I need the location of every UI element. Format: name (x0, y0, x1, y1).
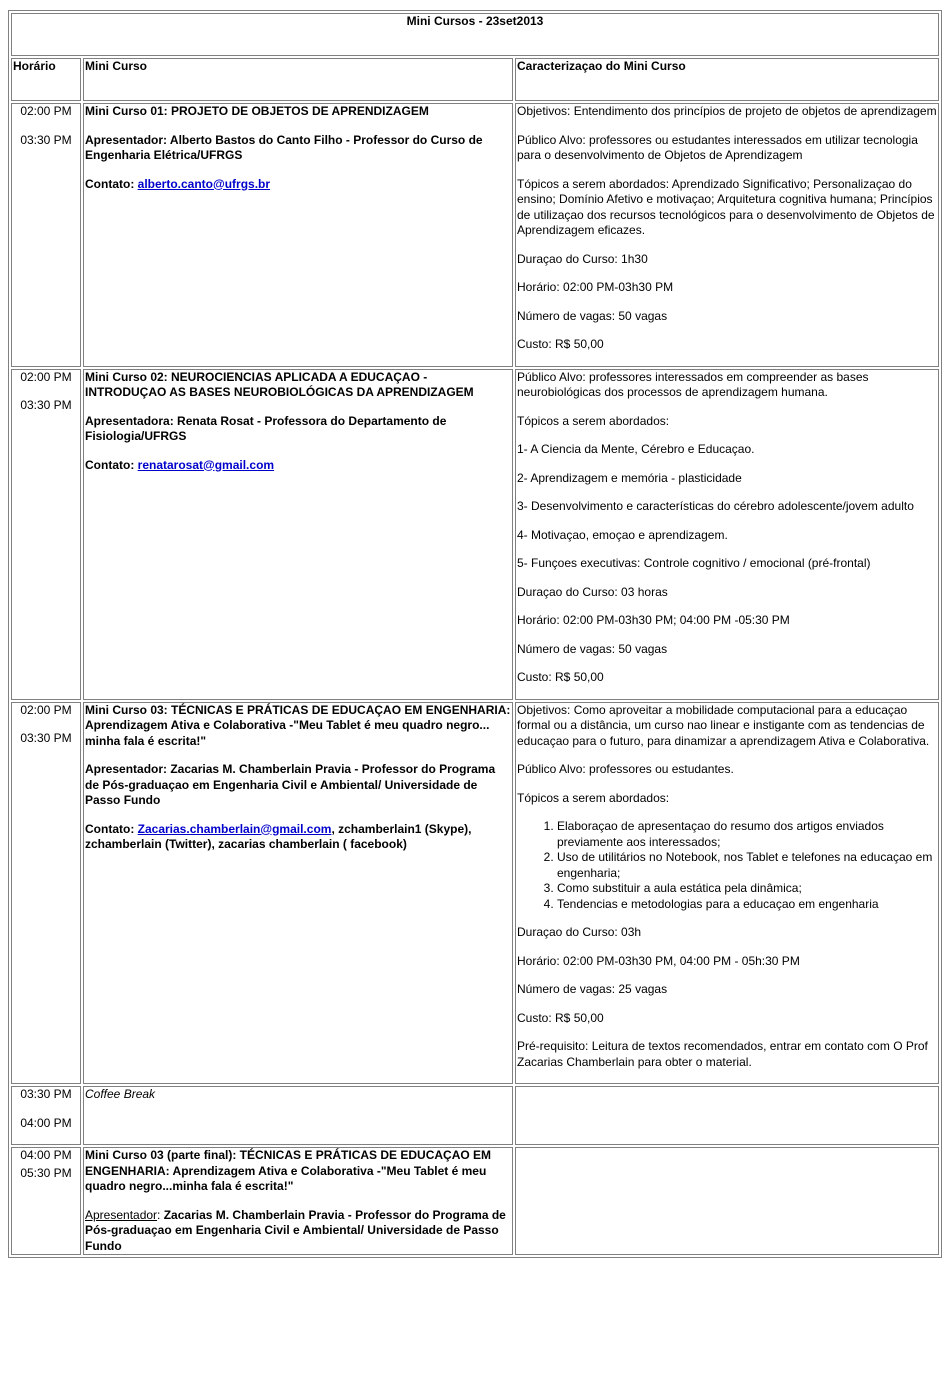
desc-seats: Número de vagas: 50 vagas (517, 308, 668, 323)
desc-cost: Custo: R$ 50,00 (517, 337, 604, 351)
course-presenter: Apresentador: Zacarias M. Chamberlain Pravia - Professor do Programa de Pós-graduaçao em Engenharia Civil e Ambiental/ Universidade de Passo Fundo (85, 762, 496, 807)
course-presenter: Zacarias M. Chamberlain Pravia - Professor do Programa de Pós-graduaçao em Engenharia Civil e Ambiental/ Universidade de Passo Fundo (85, 1207, 506, 1253)
time-start: 02:00 PM (20, 369, 72, 384)
contact-label: Contato: (85, 176, 138, 191)
course-cell (83, 702, 513, 1085)
time-start: 03:30 PM (20, 1087, 72, 1101)
title-row (11, 13, 939, 56)
description-cell (515, 369, 939, 700)
schedule-table (8, 10, 942, 1258)
course-cell (83, 369, 513, 700)
table-row (11, 1086, 939, 1145)
contact-email-link[interactable]: alberto.canto@ufrgs.br (137, 176, 271, 191)
header-description: Caracterizaçao do Mini Curso (515, 58, 939, 101)
time-end: 04:00 PM (20, 1115, 72, 1130)
desc-prerequisite: Pré-requisito: Leitura de textos recomendados, entrar em contato com O Prof Zacarias Chamberlain para obter o material. (517, 1039, 928, 1069)
desc-schedule: Horário: 02:00 PM-03h30 PM, 04:00 PM - 05h:30 PM (517, 953, 800, 968)
description-cell (515, 702, 939, 1085)
course-cell (83, 1086, 513, 1145)
time-start: 02:00 PM (20, 104, 72, 118)
desc-topic-item: 1- A Ciencia da Mente, Cérebro e Educaçao. (517, 442, 755, 456)
desc-topic-item: 3- Desenvolvimento e características do cérebro adolescente/jovem adulto (517, 499, 914, 513)
time-cell (11, 702, 81, 1085)
desc-cost: Custo: R$ 50,00 (517, 670, 604, 684)
desc-topics: Tópicos a serem abordados: Aprendizado Significativo; Personalizaçao do ensino; Domínio Afetivo e motivaçao; Arquitetura cognitiva humana; Princípios de utilizaçao dos recursos tecnológicos para o desenvolvimento de Objetos de Aprendizagem eficazes. (517, 176, 935, 237)
course-title: Mini Curso 03: TÉCNICAS E PRÁTICAS DE EDUCAÇAO EM ENGENHARIA: Aprendizagem Ativa e Colaborativa -"Meu Tablet é meu quadro negro... minha fala é escrita!" (85, 702, 511, 748)
time-start: 04:00 PM (20, 1148, 72, 1162)
desc-objectives: Objetivos: Como aproveitar a mobilidade computacional para a educaçao formal ou a distância, um curso nao linear e instigante com as tendencias de educaçao para o futuro, para dinamizar a aprendizagem Ativa e Colaborativa. (517, 702, 930, 748)
desc-duration: Duraçao do Curso: 03 horas (517, 584, 668, 599)
header-row (11, 58, 939, 101)
description-cell (515, 103, 939, 367)
desc-topic-item: 4- Motivaçao, emoçao e aprendizagem. (517, 527, 728, 542)
contact-label: Contato: (85, 821, 138, 836)
time-end: 03:30 PM (20, 398, 72, 412)
course-cell (83, 1147, 513, 1255)
course-title: Mini Curso 03 (parte final): TÉCNICAS E PRÁTICAS DE EDUCAÇAO EM ENGENHARIA: Aprendizagem Ativa e Colaborativa -"Meu Tablet é meu quadro negro...minha fala é escrita!" (85, 1148, 492, 1193)
contact-label: Contato: (85, 457, 138, 472)
desc-seats: Número de vagas: 50 vagas (517, 641, 668, 656)
desc-objectives: Objetivos: Entendimento dos princípios de projeto de objetos de aprendizagem (517, 104, 937, 118)
table-row (11, 103, 939, 367)
time-cell (11, 103, 81, 367)
time-cell (11, 369, 81, 700)
course-presenter: Apresentador: Alberto Bastos do Canto Filho - Professor do Curso de Engenharia Elétrica/UFRGS (85, 132, 483, 162)
desc-duration: Duraçao do Curso: 03h (517, 925, 642, 939)
presenter-label: Apresentador (85, 1207, 158, 1222)
desc-cost: Custo: R$ 50,00 (517, 1010, 604, 1025)
desc-duration: Duraçao do Curso: 1h30 (517, 251, 648, 266)
header-course: Mini Curso (83, 58, 513, 101)
presenter-separator: : (157, 1207, 164, 1222)
list-item: 2. Uso de utilitários no Notebook, nos Tablet e telefones na educaçao em engenharia; (557, 850, 937, 881)
time-end: 03:30 PM (20, 731, 72, 745)
list-item: 1. Elaboraçao de apresentaçao do resumo dos artigos enviados previamente aos interessados; (557, 819, 937, 850)
contact-email-link[interactable]: renatarosat@gmail.com (137, 457, 275, 472)
desc-schedule: Horário: 02:00 PM-03h30 PM (517, 280, 674, 294)
time-start: 02:00 PM (20, 702, 72, 717)
page-title: Mini Cursos - 23set2013 (11, 13, 939, 56)
time-cell (11, 1147, 81, 1255)
time-cell (11, 1086, 81, 1145)
desc-audience: Público Alvo: professores interessados em compreender as bases neurobiológicas dos processos de aprendizagem humana. (517, 369, 869, 399)
desc-topics-label: Tópicos a serem abordados: (517, 790, 670, 805)
desc-seats: Número de vagas: 25 vagas (517, 982, 668, 996)
course-cell (83, 103, 513, 367)
contact-email-link[interactable]: Zacarias.chamberlain@gmail.com (137, 821, 332, 836)
description-cell (515, 1086, 939, 1145)
desc-topic-item: 2- Aprendizagem e memória - plasticidade (517, 470, 742, 485)
table-row (11, 369, 939, 700)
header-time: Horário (11, 58, 81, 101)
time-end: 03:30 PM (20, 132, 72, 147)
desc-topic-item: 5- Funçoes executivas: Controle cognitivo / emocional (pré-frontal) (517, 556, 871, 570)
contact-other: , zchamberlain1 (Skype), zchamberlain (Twitter), zacarias chamberlain ( facebook) (85, 821, 472, 851)
time-end: 05:30 PM (20, 1165, 72, 1180)
topics-list (517, 819, 937, 912)
course-title: Mini Curso 01: PROJETO DE OBJETOS DE APRENDIZAGEM (85, 104, 429, 118)
list-item: 3. Como substituir a aula estática pela dinâmica; (557, 881, 937, 897)
course-presenter: Apresentadora: Renata Rosat - Professora do Departamento de Fisiologia/UFRGS (85, 413, 447, 443)
desc-topics-label: Tópicos a serem abordados: (517, 413, 670, 428)
table-row (11, 1147, 939, 1255)
table-row (11, 702, 939, 1085)
desc-audience: Público Alvo: professores ou estudantes interessados em utilizar tecnologia para o desenvolvimento de Objetos de Aprendizagem (517, 132, 918, 162)
desc-schedule: Horário: 02:00 PM-03h30 PM; 04:00 PM -05:30 PM (517, 613, 790, 627)
coffee-break-label: Coffee Break (85, 1087, 156, 1101)
desc-audience: Público Alvo: professores ou estudantes. (517, 762, 734, 776)
course-title: Mini Curso 02: NEUROCIENCIAS APLICADA A EDUCAÇAO - INTRODUÇAO AS BASES NEUROBIOLÓGICAS DA APRENDIZAGEM (85, 369, 474, 399)
list-item: 4. Tendencias e metodologias para a educaçao em engenharia (557, 897, 937, 913)
description-cell (515, 1147, 939, 1255)
